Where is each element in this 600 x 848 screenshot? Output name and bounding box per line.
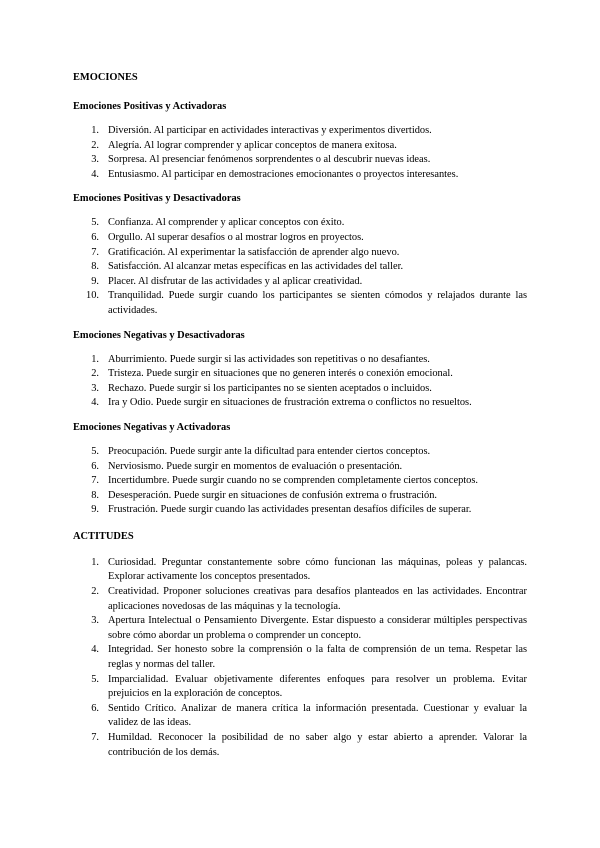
list-item [73, 382, 527, 397]
emotion-list [73, 124, 527, 182]
list-item [73, 460, 527, 475]
list-item [73, 353, 527, 368]
item-text: Gratificación. Al experimentar la satisfacción de aprender algo nuevo. [108, 246, 400, 258]
item-number: 5. [91, 217, 99, 229]
emotion-list [73, 445, 527, 518]
item-number: 5. [91, 445, 99, 457]
item-number: 4. [91, 644, 99, 656]
emotion-list [73, 216, 527, 318]
section-title: Emociones Negativas y Desactivadoras [73, 329, 245, 341]
item-number: 1. [91, 353, 99, 365]
list-item [73, 139, 527, 154]
item-text: Desesperación. Puede surgir en situaciones de confusión extrema o frustración. [108, 489, 438, 501]
section-negativas-desactivadoras [73, 329, 527, 411]
item-number: 4. [91, 397, 99, 409]
item-number: 2. [91, 139, 99, 151]
item-number: 7. [91, 246, 99, 258]
item-text: Ira y Odio. Puede surgir en situaciones de frustración extrema o conflictos no resueltos. [108, 397, 472, 409]
item-number: 3. [91, 615, 99, 627]
attitude-list [73, 556, 527, 760]
item-text: Tranquilidad. Puede surgir cuando los participantes se sienten cómodos y relajados durante las actividades. [108, 290, 527, 316]
item-number: 6. [91, 231, 99, 243]
item-number: 6. [91, 702, 99, 714]
list-item [73, 731, 527, 760]
list-item [73, 260, 527, 275]
item-number: 7. [91, 732, 99, 743]
emotion-list [73, 353, 527, 411]
item-text: Integridad. Ser honesto sobre la comprensión o la falta de comprensión de un tema. Respetar las reglas y normas del taller. [108, 644, 527, 671]
list-item [73, 643, 527, 672]
list-item [73, 396, 527, 411]
list-item [73, 445, 527, 460]
list-item [73, 246, 527, 261]
item-text: Entusiasmo. Al participar en demostraciones emocionantes o proyectos interesantes. [108, 168, 459, 180]
item-text: Creatividad. Proponer soluciones creativas para desafíos planteados en las actividades. Encontrar aplicaciones novedosas de las máquinas y la tecnología. [108, 586, 527, 612]
list-item [73, 289, 527, 318]
heading-actitudes: ACTITUDES [73, 530, 134, 542]
list-item [73, 153, 527, 168]
list-item [73, 585, 527, 614]
list-item [73, 614, 527, 643]
list-item [73, 216, 527, 231]
list-item [73, 673, 527, 702]
item-number: 2. [91, 586, 99, 598]
document-body [73, 71, 527, 760]
item-text: Sorpresa. Al presenciar fenómenos sorprendentes o al descubrir nuevas ideas. [108, 154, 431, 166]
item-number: 4. [91, 168, 99, 180]
section-positivas-desactivadoras [73, 192, 527, 318]
list-item [73, 503, 527, 518]
list-item [73, 231, 527, 246]
item-text: Imparcialidad. Evaluar objetivamente diferentes enfoques para resolver un problema. Evitar prejuicios en la exploración de conceptos. [108, 673, 527, 700]
item-text: Nerviosismo. Puede surgir en momentos de evaluación o presentación. [108, 460, 403, 472]
item-text: Incertidumbre. Puede surgir cuando no se comprenden completamente ciertos conceptos. [108, 475, 478, 487]
item-number: 1. [91, 125, 99, 136]
list-item [73, 124, 527, 139]
list-item [73, 168, 527, 183]
item-number: 6. [91, 460, 99, 472]
item-text: Alegría. Al lograr comprender y aplicar conceptos de manera exitosa. [108, 139, 397, 151]
section-negativas-activadoras [73, 421, 527, 518]
item-number: 5. [91, 673, 99, 685]
item-text: Sentido Crítico. Analizar de manera crítica la información presentada. Cuestionar y evaluar la validez de las ideas. [108, 702, 527, 729]
item-number: 10. [86, 290, 99, 302]
list-item [73, 489, 527, 504]
item-text: Curiosidad. Preguntar constantemente sobre cómo funcionan las máquinas, poleas y palancas. Explorar activamente los conceptos presentados. [108, 556, 527, 583]
section-title: Emociones Positivas y Activadoras [73, 101, 227, 112]
item-text: Apertura Intelectual o Pensamiento Divergente. Estar dispuesto a considerar múltiples perspectivas sobre cómo abordar un problema o comprender un concepto. [108, 615, 527, 641]
item-text: Satisfacción. Al alcanzar metas específicas en las actividades del taller. [108, 261, 404, 273]
item-text: Placer. Al disfrutar de las actividades y al aplicar creatividad. [108, 275, 363, 287]
list-item [73, 367, 527, 382]
list-item [73, 474, 527, 489]
item-text: Preocupación. Puede surgir ante la dificultad para entender ciertos conceptos. [108, 445, 431, 457]
item-number: 3. [91, 154, 99, 166]
section-title: Emociones Negativas y Activadoras [73, 421, 231, 433]
item-text: Rechazo. Puede surgir si los participantes no se sienten aceptados o incluidos. [108, 382, 432, 394]
section-title: Emociones Positivas y Desactivadoras [73, 193, 241, 205]
item-number: 9. [91, 275, 99, 287]
item-text: Tristeza. Puede surgir en situaciones que no generen interés o conexión emocional. [108, 368, 453, 380]
list-item [73, 556, 527, 585]
list-item [73, 275, 527, 290]
item-number: 8. [91, 261, 99, 273]
item-number: 3. [91, 382, 99, 394]
item-number: 2. [91, 368, 99, 380]
item-number: 1. [91, 556, 99, 568]
list-item [73, 702, 527, 731]
item-number: 7. [91, 475, 99, 487]
item-text: Frustración. Puede surgir cuando las actividades presentan desafíos difíciles de superar. [108, 504, 472, 516]
item-number: 9. [91, 504, 99, 516]
item-text: Diversión. Al participar en actividades interactivas y experimentos divertidos. [108, 125, 432, 136]
item-text: Orgullo. Al superar desafíos o al mostrar logros en proyectos. [108, 231, 364, 243]
item-text: Confianza. Al comprender y aplicar conceptos con éxito. [108, 217, 345, 229]
item-text: Aburrimiento. Puede surgir si las actividades son repetitivas o no desafiantes. [108, 353, 430, 365]
section-positivas-activadoras [73, 100, 527, 182]
item-number: 8. [91, 489, 99, 501]
item-text: Humildad. Reconocer la posibilidad de no saber algo y estar abierto a aprender. Valorar la contribución de los demás. [108, 732, 527, 758]
heading-emociones: EMOCIONES [73, 72, 138, 83]
